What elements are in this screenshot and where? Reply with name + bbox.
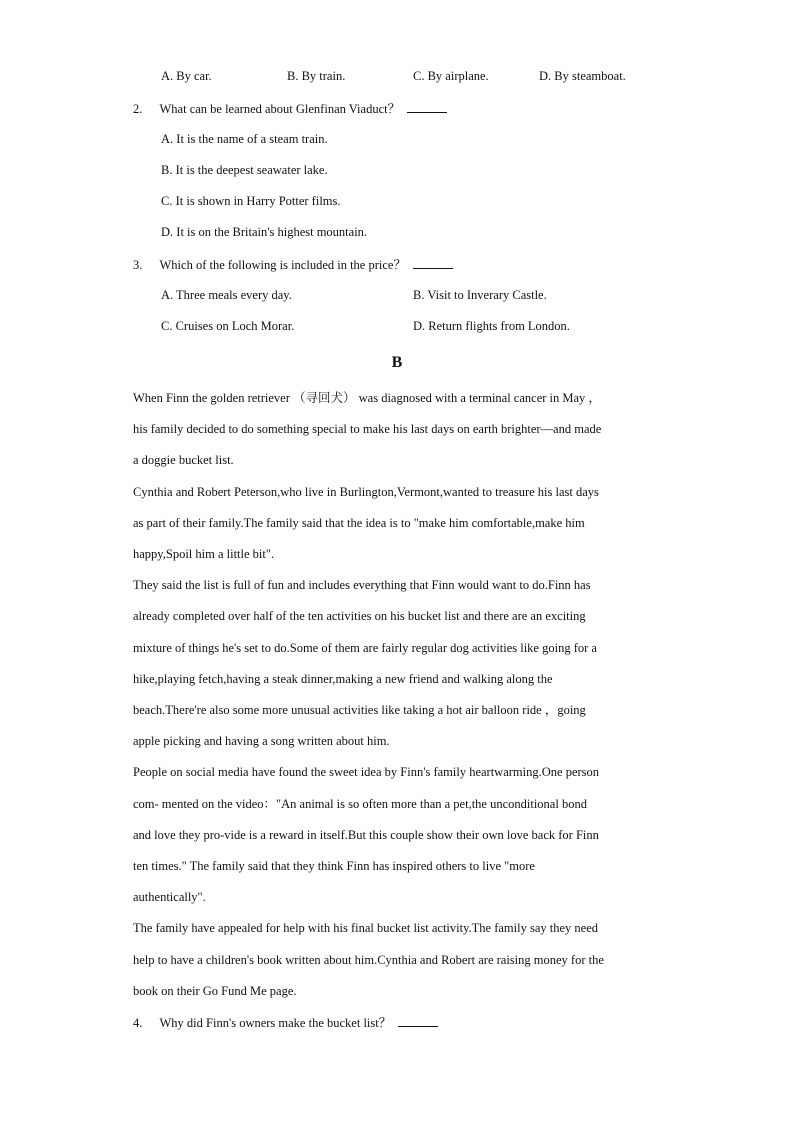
q3-option-c: C. Cruises on Loch Morar. bbox=[161, 319, 295, 333]
passage-line: Cynthia and Robert Peterson,who live in Burlington,Vermont,wanted to treasure his last days bbox=[133, 485, 599, 499]
passage-line: book on their Go Fund Me page. bbox=[133, 984, 297, 998]
passage-line: as part of their family.The family said that the idea is to "make him comfortable,make him bbox=[133, 516, 585, 530]
passage-line: mixture of things he's set to do.Some of them are fairly regular dog activities like going for a bbox=[133, 641, 597, 655]
passage-line: The family have appealed for help with his final bucket list activity.The family say they need bbox=[133, 921, 599, 935]
passage-line: already completed over half of the ten activities on his bucket list and there are an exciting bbox=[133, 609, 586, 623]
question-3 bbox=[133, 256, 453, 273]
passage-line: People on social media have found the sweet idea by Finn's family heartwarming.One person bbox=[133, 765, 600, 779]
passage-line: apple picking and having a song written about him. bbox=[133, 734, 390, 748]
q3-option-b: B. Visit to Inverary Castle. bbox=[413, 288, 547, 302]
answer-blank[interactable] bbox=[407, 100, 447, 113]
question-number: 4. bbox=[133, 1016, 143, 1030]
section-heading: B bbox=[391, 354, 403, 371]
question-4 bbox=[133, 1014, 438, 1031]
passage-line: and love they pro-vide is a reward in itself.But this couple show their own love back for Finn bbox=[133, 828, 599, 842]
passage-line: authentically". bbox=[133, 890, 206, 904]
passage-line: When Finn the golden retriever （寻回犬） was diagnosed with a terminal cancer in May ， bbox=[133, 391, 601, 405]
passage-line: a doggie bucket list. bbox=[133, 453, 234, 467]
question-2 bbox=[133, 100, 447, 117]
q3-option-d: D. Return flights from London. bbox=[413, 319, 570, 333]
passage-line: ten times." The family said that they think Finn has inspired others to live "more bbox=[133, 859, 535, 873]
q1-option-a: A. By car. bbox=[161, 69, 212, 83]
passage-line: help to have a children's book written about him.Cynthia and Robert are raising money for the bbox=[133, 953, 604, 967]
question-text: Which of the following is included in the price？ bbox=[159, 258, 406, 272]
question-text: Why did Finn's owners make the bucket list？ bbox=[159, 1016, 392, 1030]
q2-option-c: C. It is shown in Harry Potter films. bbox=[161, 194, 341, 208]
question-number: 2. bbox=[133, 102, 143, 116]
passage-line: beach.There're also some more unusual activities like taking a hot air balloon ride ，going bbox=[133, 703, 586, 717]
answer-blank[interactable] bbox=[413, 256, 453, 269]
question-number: 3. bbox=[133, 258, 143, 272]
q2-option-a: A. It is the name of a steam train. bbox=[161, 132, 328, 146]
question-text: What can be learned about Glenfinan Viaduct？ bbox=[159, 102, 401, 116]
answer-blank[interactable] bbox=[398, 1014, 438, 1027]
q2-option-b: B. It is the deepest seawater lake. bbox=[161, 163, 328, 177]
passage-line: happy,Spoil him a little bit". bbox=[133, 547, 275, 561]
passage-line: hike,playing fetch,having a steak dinner,making a new friend and walking along the bbox=[133, 672, 553, 686]
q3-option-a: A. Three meals every day. bbox=[161, 288, 292, 302]
passage-line: They said the list is full of fun and includes everything that Finn would want to do.Finn has bbox=[133, 578, 591, 592]
q1-option-d: D. By steamboat. bbox=[539, 69, 626, 83]
passage-line: com- mented on the video："An animal is so often more than a pet,the unconditional bond bbox=[133, 797, 587, 811]
passage-line: his family decided to do something special to make his last days on earth brighter—and made bbox=[133, 422, 602, 436]
q1-option-b: B. By train. bbox=[287, 69, 346, 83]
q2-option-d: D. It is on the Britain's highest mountain. bbox=[161, 225, 368, 239]
q1-option-c: C. By airplane. bbox=[413, 69, 489, 83]
